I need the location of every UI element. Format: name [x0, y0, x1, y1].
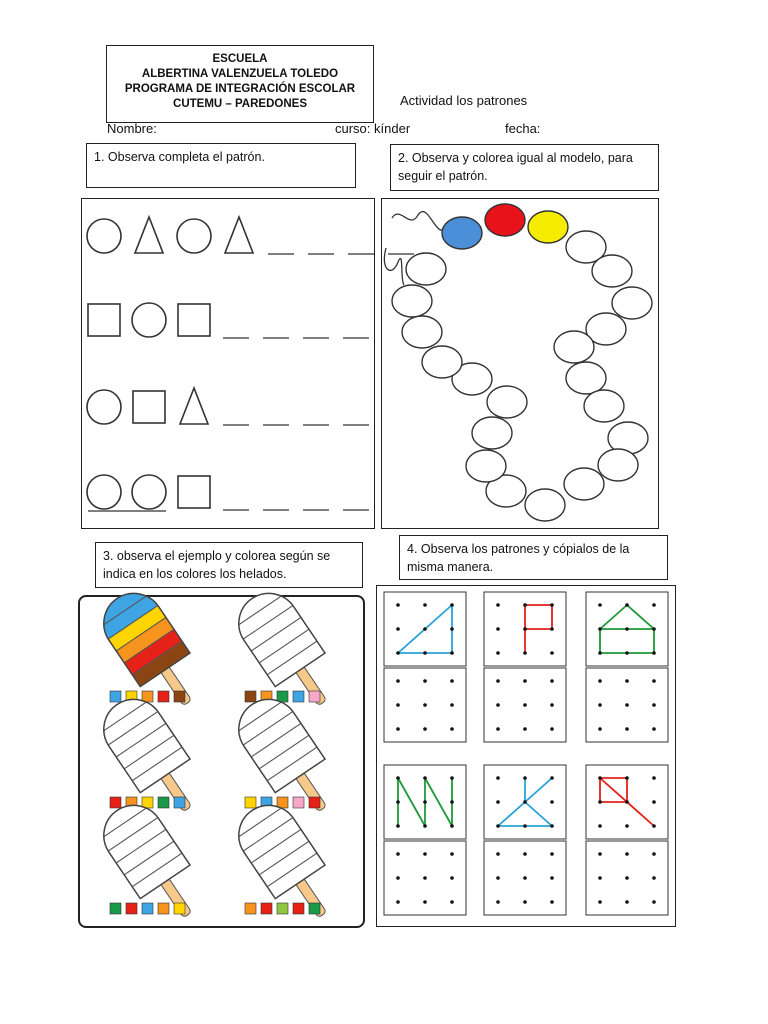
geoboard-dot	[396, 800, 400, 804]
color-swatch	[293, 903, 304, 914]
color-swatch	[293, 797, 304, 808]
geoboard-dot	[496, 800, 500, 804]
bead	[566, 362, 606, 394]
geoboard-dot	[423, 776, 427, 780]
bead	[564, 468, 604, 500]
bead	[422, 346, 462, 378]
geoboard-dot	[450, 824, 454, 828]
color-swatch	[158, 903, 169, 914]
geoboard-dot	[523, 603, 527, 607]
geoboard-dot	[652, 900, 656, 904]
school-line: CUTEMU – PAREDONES	[173, 98, 307, 110]
bead	[485, 204, 525, 236]
bead	[584, 390, 624, 422]
bead	[592, 255, 632, 287]
course-label: curso: kínder	[335, 121, 411, 136]
square-shape	[88, 304, 120, 336]
geoboard-dot	[396, 852, 400, 856]
geoboard-dot	[496, 627, 500, 631]
school-line: ESCUELA	[212, 53, 268, 65]
geoboard-dot	[396, 651, 400, 655]
geoboard-dot	[598, 776, 602, 780]
bead	[402, 316, 442, 348]
geoboard-dot	[496, 824, 500, 828]
bead	[406, 253, 446, 285]
geoboard-dot	[496, 603, 500, 607]
color-swatch	[309, 903, 320, 914]
color-swatch	[309, 797, 320, 808]
geoboard-dot	[598, 852, 602, 856]
geoboard-dot	[625, 824, 629, 828]
square-shape	[178, 476, 210, 508]
geoboard-dot	[550, 627, 554, 631]
geoboard-dot	[496, 876, 500, 880]
geoboard-dot	[625, 651, 629, 655]
geoboard-dot	[598, 679, 602, 683]
geoboard-dot	[550, 703, 554, 707]
geoboard-dot	[550, 727, 554, 731]
geoboard-dot	[496, 900, 500, 904]
color-swatch	[110, 797, 121, 808]
geoboard-dot	[396, 776, 400, 780]
color-swatch	[174, 903, 185, 914]
geoboard-dot	[550, 776, 554, 780]
color-swatch	[126, 903, 137, 914]
geoboard-dot	[652, 800, 656, 804]
color-swatch	[158, 691, 169, 702]
color-swatch	[293, 691, 304, 702]
geoboard-dot	[550, 824, 554, 828]
geoboard-dot	[598, 800, 602, 804]
geoboard-dot	[423, 627, 427, 631]
geoboard-dot	[625, 800, 629, 804]
square-shape	[178, 304, 210, 336]
geoboard-dot	[550, 800, 554, 804]
geoboard-dot	[625, 876, 629, 880]
geoboard-dot	[396, 727, 400, 731]
geoboard-dot	[625, 603, 629, 607]
instruction-1: 1. Observa completa el patrón.	[86, 143, 356, 188]
bead	[466, 450, 506, 482]
school-line: PROGRAMA DE INTEGRACIÓN ESCOLAR	[124, 83, 356, 95]
geoboard-dot	[523, 776, 527, 780]
circle-shape	[87, 390, 121, 424]
geoboard-dot	[550, 679, 554, 683]
geoboard-dot	[396, 627, 400, 631]
circle-shape	[177, 219, 211, 253]
color-swatch	[277, 903, 288, 914]
bead	[392, 285, 432, 317]
color-swatch	[174, 797, 185, 808]
geoboard-dot	[598, 824, 602, 828]
geoboard-dot	[496, 679, 500, 683]
geoboard-dot	[625, 776, 629, 780]
geoboard-dot	[652, 603, 656, 607]
geoboard-dot	[652, 651, 656, 655]
bead	[487, 386, 527, 418]
geoboard-dot	[652, 703, 656, 707]
circle-shape	[87, 475, 121, 509]
geoboard-dot	[652, 876, 656, 880]
geoboard-dot	[598, 876, 602, 880]
geoboard-dot	[523, 679, 527, 683]
geoboard-dot	[423, 852, 427, 856]
geoboard-dot	[450, 727, 454, 731]
geoboard-dot	[625, 852, 629, 856]
geoboard-dot	[423, 703, 427, 707]
geoboard-dot	[496, 651, 500, 655]
geoboard-dot	[550, 651, 554, 655]
name-label: Nombre:	[107, 121, 157, 136]
date-label: fecha:	[505, 121, 541, 136]
geoboard-dot	[450, 852, 454, 856]
geoboard-dot	[652, 852, 656, 856]
geoboard-dot	[598, 651, 602, 655]
geoboard-dot	[423, 800, 427, 804]
geoboard-dot	[598, 703, 602, 707]
geoboard-dot	[652, 776, 656, 780]
geoboard-dot	[450, 876, 454, 880]
circle-shape	[132, 303, 166, 337]
geoboard-dot	[450, 776, 454, 780]
color-swatch	[142, 903, 153, 914]
geoboard-dot	[652, 824, 656, 828]
school-line: ALBERTINA VALENZUELA TOLEDO	[141, 68, 339, 80]
geoboard-dot	[523, 800, 527, 804]
geoboard-dot	[523, 852, 527, 856]
color-swatch	[174, 691, 185, 702]
triangle-shape	[135, 217, 163, 253]
geoboard-dot	[423, 824, 427, 828]
geoboard-dot	[496, 776, 500, 780]
geoboard-dot	[450, 800, 454, 804]
geoboard-dot	[625, 703, 629, 707]
bead	[472, 417, 512, 449]
geoboard-dot	[598, 900, 602, 904]
geoboard-dot	[523, 703, 527, 707]
geoboard-dot	[396, 603, 400, 607]
geoboard-dot	[396, 900, 400, 904]
geoboard-dot	[523, 824, 527, 828]
geoboard-dot	[423, 727, 427, 731]
geoboard-dot	[550, 876, 554, 880]
circle-shape	[87, 219, 121, 253]
geoboard-dot	[423, 900, 427, 904]
color-swatch	[110, 691, 121, 702]
geoboard-dot	[550, 852, 554, 856]
triangle-shape	[225, 217, 253, 253]
geoboard-dot	[496, 852, 500, 856]
geoboard-dot	[450, 703, 454, 707]
geoboard-dot	[396, 679, 400, 683]
instruction-4: 4. Observa los patrones y cópialos de la misma manera.	[399, 535, 668, 580]
color-swatch	[261, 903, 272, 914]
color-swatch	[245, 797, 256, 808]
geoboard-dot	[523, 627, 527, 631]
geoboard-dot	[550, 900, 554, 904]
string-line	[392, 212, 446, 231]
bead	[442, 217, 482, 249]
geoboard-dot	[450, 679, 454, 683]
color-swatch	[110, 903, 121, 914]
geoboard-dot	[450, 900, 454, 904]
geoboard-dot	[625, 679, 629, 683]
geoboard-dot	[652, 627, 656, 631]
geoboard-dot	[652, 727, 656, 731]
geoboard-dot	[423, 679, 427, 683]
geoboard-dot	[523, 727, 527, 731]
geoboard-dot	[396, 876, 400, 880]
geoboard-dot	[423, 603, 427, 607]
bead	[554, 331, 594, 363]
geoboard-dot	[423, 876, 427, 880]
geoboard-dot	[496, 727, 500, 731]
geoboard-dot	[450, 603, 454, 607]
geoboard-dot	[625, 727, 629, 731]
geoboard-dot	[598, 603, 602, 607]
geoboard-dot	[625, 627, 629, 631]
geoboard-dot	[625, 900, 629, 904]
geoboard-dot	[550, 603, 554, 607]
geoboard-dot	[523, 876, 527, 880]
bead	[598, 449, 638, 481]
geoboard-dot	[423, 651, 427, 655]
activity-title: Actividad los patrones	[400, 93, 528, 108]
geoboard-dot	[598, 627, 602, 631]
geoboard-dot	[450, 651, 454, 655]
circle-shape	[132, 475, 166, 509]
triangle-shape	[180, 388, 208, 424]
instruction-2: 2. Observa y colorea igual al modelo, para seguir el patrón.	[390, 144, 659, 191]
bead	[612, 287, 652, 319]
geoboard-dot	[598, 727, 602, 731]
geoboard-dot	[652, 679, 656, 683]
color-swatch	[245, 903, 256, 914]
geoboard-dot	[396, 703, 400, 707]
geoboard-dot	[523, 651, 527, 655]
geoboard-dot	[523, 900, 527, 904]
geoboard-dot	[450, 627, 454, 631]
color-swatch	[158, 797, 169, 808]
square-shape	[133, 391, 165, 423]
bead	[528, 211, 568, 243]
bead	[525, 489, 565, 521]
color-swatch	[245, 691, 256, 702]
geoboard-dot	[396, 824, 400, 828]
instruction-3: 3. observa el ejemplo y colorea según se indica en los colores los helados.	[95, 542, 363, 588]
geoboard-dot	[496, 703, 500, 707]
color-swatch	[309, 691, 320, 702]
